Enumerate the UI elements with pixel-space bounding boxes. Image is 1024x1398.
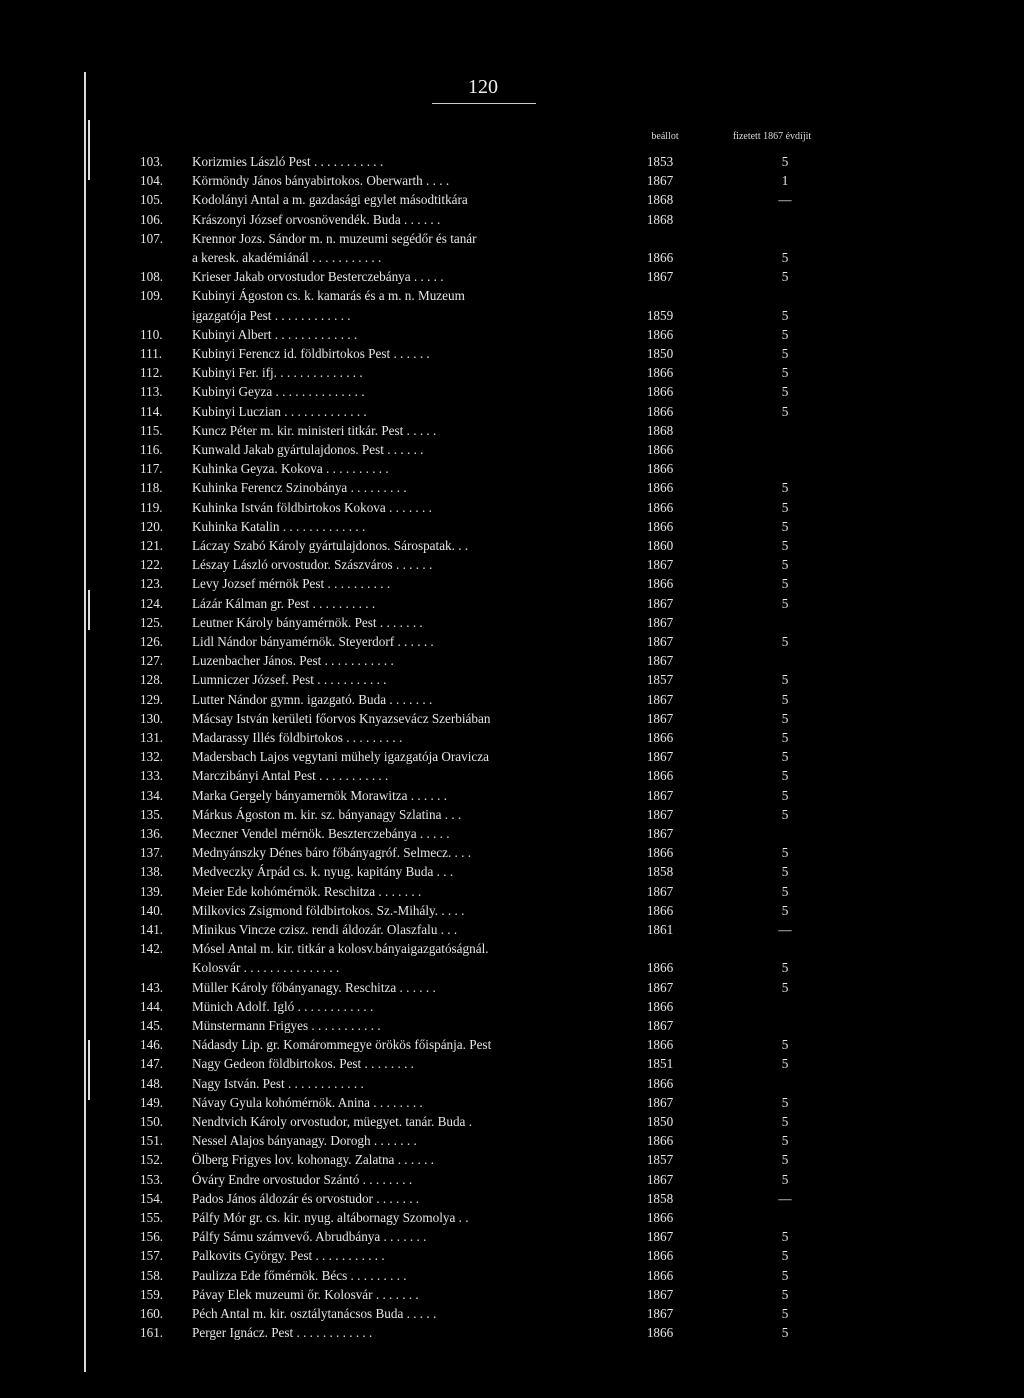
entry-text: Ölberg Frigyes lov. kohonagy. Zalatna . . . . . .	[192, 1152, 434, 1167]
entry-number: 144.	[140, 999, 164, 1014]
entry-number: 109.	[140, 288, 164, 303]
entry-paid: 5	[781, 1229, 789, 1244]
entry-year: 1866	[646, 250, 674, 265]
list-item	[140, 1228, 800, 1245]
entry-year: 1857	[646, 1152, 674, 1167]
list-item	[140, 844, 800, 861]
entry-text: Krennor Jozs. Sándor m. n. muzeumi segédőr és tanár	[192, 231, 477, 246]
list-item	[140, 1305, 800, 1322]
entry-number: 114.	[140, 404, 163, 419]
list-item	[140, 518, 800, 535]
list-item	[140, 383, 800, 400]
list-item	[140, 863, 800, 880]
entry-text: Meczner Vendel mérnök. Beszterczebánya . . . . .	[192, 826, 450, 841]
list-item	[140, 614, 800, 631]
entry-year: 1866	[646, 384, 674, 399]
entry-number: 146.	[140, 1037, 164, 1052]
list-item	[140, 537, 800, 554]
list-item	[140, 326, 800, 343]
list-item	[140, 1113, 800, 1130]
page-number-rule	[432, 103, 536, 104]
entry-number: 125.	[140, 615, 164, 630]
page-edge-mark	[88, 590, 90, 630]
entry-number: 147.	[140, 1056, 164, 1071]
list-item	[140, 1094, 800, 1111]
entry-text: Márkus Ágoston m. kir. sz. bányanagy Szlatina . . .	[192, 807, 462, 822]
entry-paid: 5	[781, 1114, 789, 1129]
entry-number: 151.	[140, 1133, 164, 1148]
entry-year: 1866	[646, 442, 674, 457]
entry-text: Óváry Endre orvostudor Szántó . . . . . . . .	[192, 1172, 413, 1187]
entry-text: Lutter Nándor gymn. igazgató. Buda . . . . . . .	[192, 692, 433, 707]
list-item	[140, 825, 800, 842]
entry-paid: 5	[781, 404, 789, 419]
entry-paid: 5	[781, 1325, 789, 1340]
entry-number: 157.	[140, 1248, 164, 1263]
entry-year: 1866	[646, 1210, 674, 1225]
entry-year: 1867	[646, 557, 674, 572]
entry-text: Kubinyi Luczian . . . . . . . . . . . . .	[192, 404, 367, 419]
entry-text: Müller Károly főbányanagy. Reschitza . . . . . .	[192, 980, 436, 995]
entry-text: Lumniczer József. Pest . . . . . . . . . . .	[192, 672, 387, 687]
entry-text: Nagy István. Pest . . . . . . . . . . . .	[192, 1076, 364, 1091]
entry-number: 113.	[140, 384, 163, 399]
list-item	[140, 691, 800, 708]
entry-year: 1867	[646, 826, 674, 841]
entry-paid: 5	[781, 960, 789, 975]
list-item	[140, 230, 800, 247]
entry-year: 1867	[646, 1018, 674, 1033]
entry-number: 143.	[140, 980, 164, 995]
entry-number: 131.	[140, 730, 164, 745]
list-item	[140, 1075, 800, 1092]
list-item	[140, 767, 800, 784]
entry-number: 123.	[140, 576, 164, 591]
entry-year: 1866	[646, 1268, 674, 1283]
entry-text: Luzenbacher János. Pest . . . . . . . . . . .	[192, 653, 394, 668]
entry-number: 107.	[140, 231, 164, 246]
entry-text: Lázár Kálman gr. Pest . . . . . . . . . .	[192, 596, 376, 611]
entry-number: 141.	[140, 922, 164, 937]
entry-year: 1867	[646, 615, 674, 630]
entry-number: 155.	[140, 1210, 164, 1225]
list-item	[140, 479, 800, 496]
entry-paid: 5	[781, 634, 789, 649]
entry-number: 124.	[140, 596, 164, 611]
entry-text: Mednyánszky Dénes báro főbányagróf. Selmecz. . . .	[192, 845, 472, 860]
list-item	[140, 211, 800, 228]
entry-paid: —	[778, 192, 792, 207]
list-item	[140, 403, 800, 420]
entry-year: 1867	[646, 1095, 674, 1110]
entry-text: Kodolányi Antal a m. gazdasági egylet másodtitkára	[192, 192, 468, 207]
entry-year: 1866	[646, 1076, 674, 1091]
entry-paid: 5	[781, 788, 789, 803]
entry-text: Mácsay István kerületi főorvos Knyazsevácz Szerbiában	[192, 711, 491, 726]
entry-year: 1867	[646, 1172, 674, 1187]
entry-year: 1861	[646, 922, 674, 937]
entry-number: 152.	[140, 1152, 164, 1167]
entry-text: Paulizza Ede főmérnök. Bécs . . . . . . . . .	[192, 1268, 407, 1283]
entry-number: 122.	[140, 557, 164, 572]
entry-paid: 5	[781, 250, 789, 265]
entry-year: 1866	[646, 999, 674, 1014]
entry-paid: 5	[781, 692, 789, 707]
entry-year: 1866	[646, 903, 674, 918]
entry-number: 159.	[140, 1287, 164, 1302]
entry-text: Milkovics Zsigmond földbirtokos. Sz.-Mihály. . . . .	[192, 903, 465, 918]
entry-paid: 5	[781, 1133, 789, 1148]
column-header-joined: beállot	[651, 131, 679, 142]
entry-year: 1868	[646, 192, 674, 207]
entry-year: 1867	[646, 634, 674, 649]
entry-text: Nádasdy Lip. gr. Komárommegye örökös főispánja. Pest	[192, 1037, 492, 1052]
entry-text: Kuhinka István földbirtokos Kokova . . . . . . .	[192, 500, 432, 515]
entry-paid: 5	[781, 1248, 789, 1263]
entry-number: 126.	[140, 634, 164, 649]
entry-year: 1858	[646, 1191, 674, 1206]
entry-paid: 5	[781, 384, 789, 399]
entry-paid: 5	[781, 864, 789, 879]
entry-paid: 5	[781, 154, 789, 169]
entry-number: 128.	[140, 672, 164, 687]
list-item	[140, 499, 800, 516]
entry-number: 111.	[140, 346, 163, 361]
entry-text: Perger Ignácz. Pest . . . . . . . . . . . .	[192, 1325, 373, 1340]
page-number: 120	[468, 76, 498, 98]
entry-number: 112.	[140, 365, 163, 380]
list-item	[140, 191, 800, 208]
entry-text: Kubinyi Geyza . . . . . . . . . . . . . .	[192, 384, 365, 399]
entry-text: Kolosvár . . . . . . . . . . . . . . .	[192, 960, 340, 975]
entry-paid: 5	[781, 365, 789, 380]
entry-number: 140.	[140, 903, 164, 918]
entry-year: 1866	[646, 768, 674, 783]
entry-number: 137.	[140, 845, 164, 860]
entry-paid: 5	[781, 807, 789, 822]
entry-text: Nendtvich Károly orvostudor, müegyet. tanár. Buda .	[192, 1114, 473, 1129]
entry-year: 1867	[646, 269, 674, 284]
entry-paid: 5	[781, 269, 789, 284]
entry-number: 138.	[140, 864, 164, 879]
entry-paid: 5	[781, 1152, 789, 1167]
list-item	[140, 460, 800, 477]
entry-year: 1867	[646, 749, 674, 764]
entry-year: 1850	[646, 1114, 674, 1129]
entry-number: 136.	[140, 826, 164, 841]
entry-number: 116.	[140, 442, 163, 457]
entry-paid: 5	[781, 480, 789, 495]
entry-paid: 5	[781, 538, 789, 553]
list-item	[140, 1036, 800, 1053]
entry-paid: 5	[781, 500, 789, 515]
entry-paid: 5	[781, 596, 789, 611]
page-edge-line	[84, 72, 86, 1372]
list-item	[140, 883, 800, 900]
list-item	[140, 1171, 800, 1188]
entry-text: Krászonyi József orvosnövendék. Buda . . . . . .	[192, 212, 441, 227]
entry-number: 160.	[140, 1306, 164, 1321]
entry-text: Kubinyi Ágoston cs. k. kamarás és a m. n. Muzeum	[192, 288, 465, 303]
entry-number: 130.	[140, 711, 164, 726]
entry-paid: 5	[781, 519, 789, 534]
list-item	[140, 806, 800, 823]
entry-year: 1867	[646, 692, 674, 707]
entry-number: 132.	[140, 749, 164, 764]
entry-text: Péch Antal m. kir. osztálytanácsos Buda . . . . .	[192, 1306, 437, 1321]
list-item	[140, 979, 800, 996]
entry-text: Krieser Jakab orvostudor Besterczebánya . . . . .	[192, 269, 444, 284]
entry-year: 1867	[646, 807, 674, 822]
entry-text: Marczibányi Antal Pest . . . . . . . . . . .	[192, 768, 389, 783]
entry-text: Pávay Elek muzeumi őr. Kolosvár . . . . . . .	[192, 1287, 419, 1302]
entry-number: 148.	[140, 1076, 164, 1091]
entry-paid: 5	[781, 557, 789, 572]
entry-year: 1866	[646, 960, 674, 975]
entry-text: Madersbach Lajos vegytani mühely igazgatója Oravicza	[192, 749, 489, 764]
entry-text: Kubinyi Fer. ifj. . . . . . . . . . . . . .	[192, 365, 363, 380]
entry-paid: 5	[781, 749, 789, 764]
entry-year: 1858	[646, 864, 674, 879]
list-item	[140, 595, 800, 612]
entry-number: 118.	[140, 480, 163, 495]
entry-year: 1867	[646, 1306, 674, 1321]
entry-year: 1866	[646, 327, 674, 342]
entry-number: 149.	[140, 1095, 164, 1110]
entry-paid: 1	[781, 173, 789, 188]
column-header-paid: fizetett 1867 évdíjit	[732, 131, 812, 142]
entry-number: 150.	[140, 1114, 164, 1129]
entry-text: Leutner Károly bányamérnök. Pest . . . . . . .	[192, 615, 423, 630]
entry-paid: 5	[781, 768, 789, 783]
entry-year: 1868	[646, 212, 674, 227]
entry-year: 1851	[646, 1056, 674, 1071]
entry-text: Nagy Gedeon földbirtokos. Pest . . . . . . . .	[192, 1056, 414, 1071]
list-item	[140, 959, 800, 976]
entry-year: 1867	[646, 653, 674, 668]
list-item	[140, 633, 800, 650]
entry-year: 1867	[646, 173, 674, 188]
entry-text: Láczay Szabó Károly gyártulajdonos. Sárospatak. . .	[192, 538, 469, 553]
entry-number: 158.	[140, 1268, 164, 1283]
entry-number: 142.	[140, 941, 164, 956]
list-item	[140, 153, 800, 170]
list-item	[140, 287, 800, 304]
entry-year: 1867	[646, 884, 674, 899]
entry-year: 1857	[646, 672, 674, 687]
entry-text: Nessel Alajos bányanagy. Dorogh . . . . . . .	[192, 1133, 417, 1148]
entry-paid: 5	[781, 980, 789, 995]
entry-year: 1866	[646, 1248, 674, 1263]
entry-paid: 5	[781, 730, 789, 745]
entry-text: Meier Ede kohómérnök. Reschitza . . . . . . .	[192, 884, 422, 899]
list-item	[140, 1286, 800, 1303]
list-item	[140, 422, 800, 439]
entry-paid: 5	[781, 903, 789, 918]
list-item	[140, 671, 800, 688]
list-item	[140, 575, 800, 592]
entry-number: 153.	[140, 1172, 164, 1187]
entry-paid: —	[778, 922, 792, 937]
entry-year: 1866	[646, 1037, 674, 1052]
list-item	[140, 1190, 800, 1207]
entry-text: Kuncz Péter m. kir. ministeri titkár. Pest . . . . .	[192, 423, 437, 438]
entry-paid: 5	[781, 1056, 789, 1071]
entry-year: 1866	[646, 730, 674, 745]
entry-paid: 5	[781, 1268, 789, 1283]
entry-paid: 5	[781, 1095, 789, 1110]
entry-number: 139.	[140, 884, 164, 899]
entry-number: 154.	[140, 1191, 164, 1206]
list-item	[140, 307, 800, 324]
entry-number: 108.	[140, 269, 164, 284]
entry-number: 121.	[140, 538, 164, 553]
entry-year: 1868	[646, 423, 674, 438]
list-item	[140, 1209, 800, 1226]
list-item	[140, 345, 800, 362]
list-item	[140, 1151, 800, 1168]
entry-year: 1867	[646, 1229, 674, 1244]
list-item	[140, 998, 800, 1015]
entry-text: Minikus Vincze czisz. rendi áldozár. Olaszfalu . . .	[192, 922, 458, 937]
entry-paid: 5	[781, 327, 789, 342]
list-item	[140, 729, 800, 746]
entry-text: Návay Gyula kohómérnök. Anina . . . . . . . .	[192, 1095, 423, 1110]
entry-year: 1866	[646, 461, 674, 476]
entry-year: 1866	[646, 1133, 674, 1148]
entry-number: 105.	[140, 192, 164, 207]
entry-number: 119.	[140, 500, 163, 515]
entry-paid: —	[778, 1191, 792, 1206]
entry-text: Lészay László orvostudor. Szászváros . . . . . .	[192, 557, 433, 572]
entry-number: 106.	[140, 212, 164, 227]
list-item	[140, 748, 800, 765]
entry-paid: 5	[781, 845, 789, 860]
entry-text: a keresk. akadémiánál . . . . . . . . . . .	[192, 250, 382, 265]
entry-text: Kuhinka Geyza. Kokova . . . . . . . . . .	[192, 461, 389, 476]
entry-text: Pálfy Sámu számvevő. Abrudbánya . . . . . . .	[192, 1229, 427, 1244]
entry-year: 1850	[646, 346, 674, 361]
entry-text: Medveczky Árpád cs. k. nyug. kapitány Buda . . .	[192, 864, 454, 879]
entry-text: Körmöndy János bányabirtokos. Oberwarth . . . .	[192, 173, 450, 188]
entry-year: 1867	[646, 1287, 674, 1302]
entry-text: Pálfy Mór gr. cs. kir. nyug. altábornagy Szomolya . .	[192, 1210, 469, 1225]
entry-number: 156.	[140, 1229, 164, 1244]
entry-year: 1866	[646, 500, 674, 515]
entry-number: 115.	[140, 423, 163, 438]
entry-paid: 5	[781, 1172, 789, 1187]
list-item	[140, 364, 800, 381]
list-item	[140, 249, 800, 266]
list-item	[140, 556, 800, 573]
entry-year: 1867	[646, 711, 674, 726]
entry-text: Kubinyi Albert . . . . . . . . . . . . .	[192, 327, 358, 342]
entry-year: 1853	[646, 154, 674, 169]
entry-number: 145.	[140, 1018, 164, 1033]
entry-text: Kuhinka Katalin . . . . . . . . . . . . .	[192, 519, 366, 534]
entry-year: 1859	[646, 308, 674, 323]
entry-paid: 5	[781, 672, 789, 687]
entry-year: 1867	[646, 596, 674, 611]
entry-number: 161.	[140, 1325, 164, 1340]
entry-text: Kunwald Jakab gyártulajdonos. Pest . . . . . .	[192, 442, 424, 457]
entry-number: 134.	[140, 788, 164, 803]
entry-year: 1866	[646, 480, 674, 495]
entry-number: 129.	[140, 692, 164, 707]
entry-year: 1866	[646, 404, 674, 419]
list-item	[140, 710, 800, 727]
entry-year: 1866	[646, 845, 674, 860]
entry-text: Marka Gergely bányamernök Morawitza . . . . . .	[192, 788, 447, 803]
entry-paid: 5	[781, 1306, 789, 1321]
entry-year: 1866	[646, 519, 674, 534]
entry-text: Levy Jozsef mérnök Pest . . . . . . . . . .	[192, 576, 391, 591]
entry-number: 135.	[140, 807, 164, 822]
list-item	[140, 1132, 800, 1149]
list-item	[140, 441, 800, 458]
entry-paid: 5	[781, 576, 789, 591]
entry-text: Kubinyi Ferencz id. földbirtokos Pest . . . . . .	[192, 346, 430, 361]
list-item	[140, 940, 800, 957]
entry-text: Mósel Antal m. kir. titkár a kolosv.bányaigazgatóságnál.	[192, 941, 489, 956]
entry-text: igazgatója Pest . . . . . . . . . . . .	[192, 308, 351, 323]
entry-number: 103.	[140, 154, 164, 169]
list-item	[140, 1324, 800, 1341]
list-item	[140, 921, 800, 938]
entry-text: Münstermann Frigyes . . . . . . . . . . .	[192, 1018, 381, 1033]
entry-number: 104.	[140, 173, 164, 188]
entry-paid: 5	[781, 1037, 789, 1052]
list-item	[140, 652, 800, 669]
entry-text: Kuhinka Ferencz Szinobánya . . . . . . . . .	[192, 480, 407, 495]
entry-text: Pados János áldozár és orvostudor . . . . . . .	[192, 1191, 420, 1206]
list-item	[140, 172, 800, 189]
entry-year: 1866	[646, 1325, 674, 1340]
entry-paid: 5	[781, 711, 789, 726]
page-edge-mark	[88, 1040, 90, 1100]
entry-paid: 5	[781, 308, 789, 323]
entry-year: 1866	[646, 365, 674, 380]
entry-year: 1866	[646, 576, 674, 591]
entry-text: Madarassy Illés földbirtokos . . . . . . . . .	[192, 730, 403, 745]
list-item	[140, 1267, 800, 1284]
entry-year: 1867	[646, 980, 674, 995]
list-item	[140, 787, 800, 804]
entry-number: 117.	[140, 461, 163, 476]
list-item	[140, 902, 800, 919]
entry-year: 1867	[646, 788, 674, 803]
entry-text: Lidl Nándor bányamérnök. Steyerdorf . . . . . .	[192, 634, 434, 649]
entry-number: 110.	[140, 327, 163, 342]
list-item	[140, 1247, 800, 1264]
list-item	[140, 1055, 800, 1072]
list-item	[140, 268, 800, 285]
entry-text: Münich Adolf. Igló . . . . . . . . . . . .	[192, 999, 374, 1014]
list-item	[140, 1017, 800, 1034]
entry-year: 1860	[646, 538, 674, 553]
entry-text: Korizmies László Pest . . . . . . . . . . .	[192, 154, 384, 169]
page-edge-mark	[88, 120, 90, 180]
entry-number: 127.	[140, 653, 164, 668]
entry-text: Palkovits György. Pest . . . . . . . . . . .	[192, 1248, 385, 1263]
entry-number: 133.	[140, 768, 164, 783]
entry-paid: 5	[781, 1287, 789, 1302]
entry-paid: 5	[781, 346, 789, 361]
entry-paid: 5	[781, 884, 789, 899]
entry-number: 120.	[140, 519, 164, 534]
